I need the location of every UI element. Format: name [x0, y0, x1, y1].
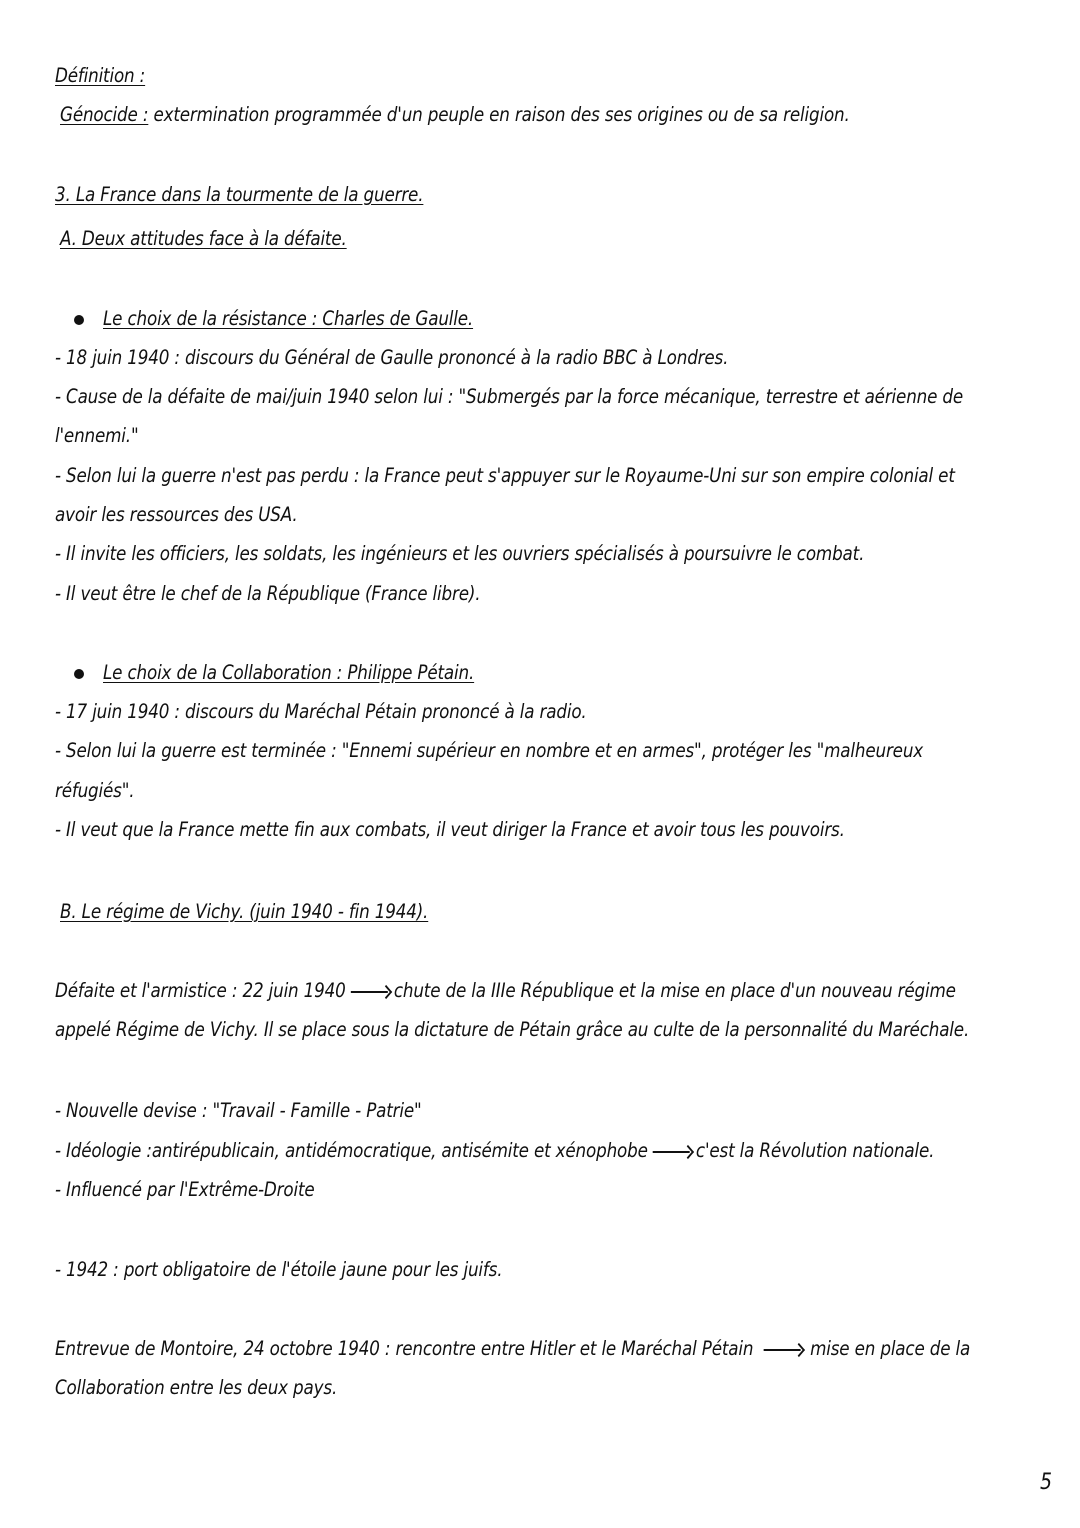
resistance-line: - Il invite les officiers, les soldats, les ingénieurs et les ouvriers spécialisés à poursuivre le combat.	[55, 542, 865, 565]
arrow-right-icon	[653, 1146, 693, 1158]
section-3-title: 3. La France dans la tourmente de la guerre.	[55, 183, 424, 206]
arrow-right-icon	[351, 986, 391, 998]
influence-line: - Influencé par l'Extrême-Droite	[55, 1178, 315, 1201]
armistice-line-2: appelé Régime de Vichy. Il se place sous la dictature de Pétain grâce au culte de la personnalité du Maréchale.	[55, 1018, 970, 1041]
definition-text: extermination programmée d'un peuple en raison des ses origines ou de sa religion.	[148, 103, 850, 126]
bullet-icon	[74, 315, 84, 325]
section-b-title: B. Le régime de Vichy. (juin 1940 - fin 1944).	[60, 900, 429, 923]
resistance-line: - 18 juin 1940 : discours du Général de Gaulle prononcé à la radio BBC à Londres.	[55, 346, 729, 369]
resistance-line: - Cause de la défaite de mai/juin 1940 selon lui : "Submergés par la force mécanique, terrestre et aérienne de	[55, 385, 964, 408]
collaboration-line: - 17 juin 1940 : discours du Maréchal Pétain prononcé à la radio.	[55, 700, 587, 723]
page-number: 5	[1039, 1470, 1052, 1495]
definition-term: Génocide :	[60, 103, 149, 126]
devise-line: - Nouvelle devise : "Travail - Famille - Patrie"	[55, 1099, 422, 1122]
armistice-line: Défaite et l'armistice : 22 juin 1940 chute de la IIIe République et la mise en place d'un nouveau régime	[55, 979, 956, 1002]
definition-heading: Définition :	[55, 64, 146, 87]
montoire-line: Entrevue de Montoire, 24 octobre 1940 : rencontre entre Hitler et le Maréchal Pétain mise en place de la	[55, 1337, 971, 1360]
collaboration-line: réfugiés".	[55, 779, 135, 802]
etoile-line: - 1942 : port obligatoire de l'étoile jaune pour les juifs.	[55, 1258, 503, 1281]
arrow-right-icon	[764, 1344, 804, 1356]
resistance-line: - Il veut être le chef de la République (France libre).	[55, 582, 481, 605]
definition-genocide	[60, 101, 850, 129]
ideologie-line: - Idéologie :antirépublicain, antidémocratique, antisémite et xénophobe c'est la Révolution nationale.	[55, 1139, 935, 1162]
bullet-icon	[74, 669, 84, 679]
section-a-title: A. Deux attitudes face à la défaite.	[60, 227, 347, 250]
resistance-line: - Selon lui la guerre n'est pas perdu : la France peut s'appuyer sur le Royaume-Uni sur son empire colonial et	[55, 464, 955, 487]
collaboration-line: - Selon lui la guerre est terminée : "Ennemi supérieur en nombre et en armes", protéger les "malheureux	[55, 739, 924, 762]
collaboration-title: Le choix de la Collaboration : Philippe Pétain.	[103, 661, 475, 684]
resistance-title: Le choix de la résistance : Charles de Gaulle.	[103, 307, 474, 330]
collaboration-line: - Il veut que la France mette fin aux combats, il veut diriger la France et avoir tous les pouvoirs.	[55, 818, 845, 841]
resistance-line: avoir les ressources des USA.	[55, 503, 298, 526]
resistance-line: l'ennemi."	[55, 424, 139, 447]
montoire-line-2: Collaboration entre les deux pays.	[55, 1376, 338, 1399]
